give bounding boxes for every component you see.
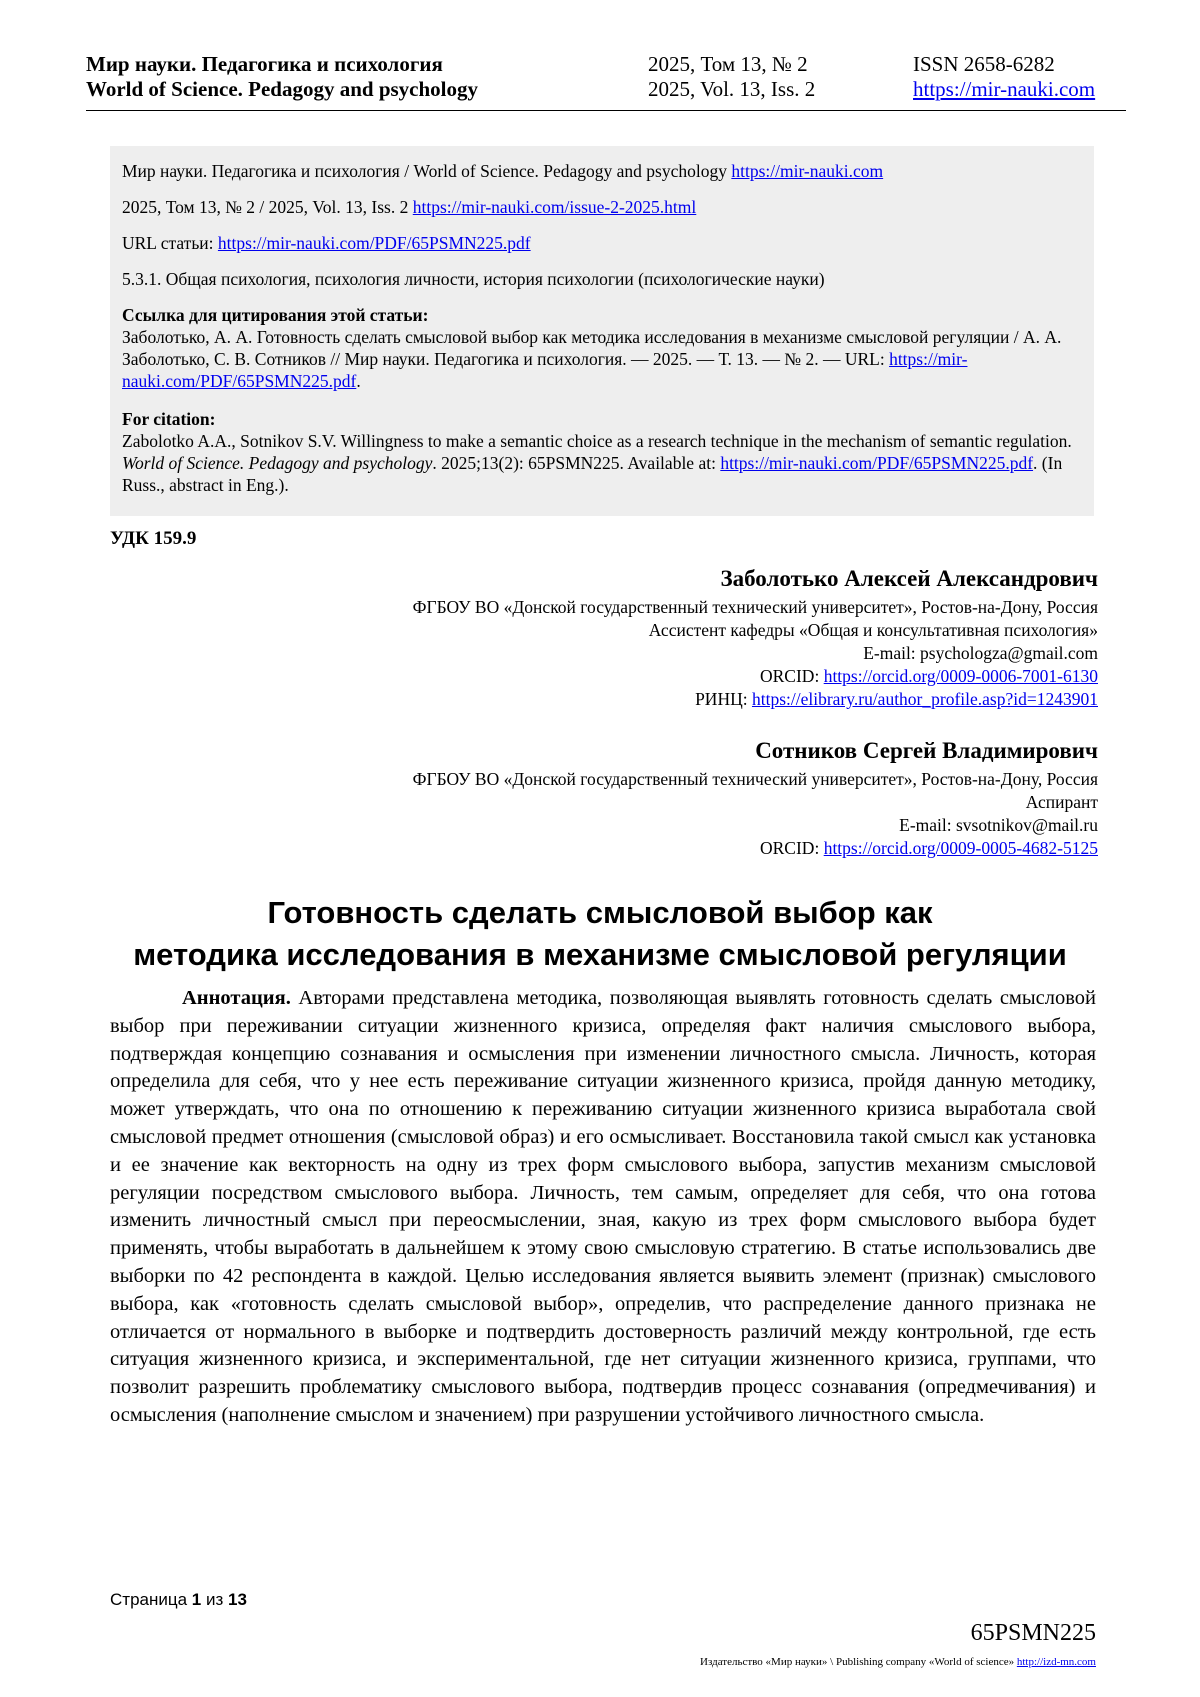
author-1-position: Ассистент кафедры «Общая и консультативная психология» [648,620,1098,640]
author-1-rinc [413,688,1098,711]
author-2-orcid-link[interactable]: https://orcid.org/0009-0005-4682-5125 [823,838,1098,858]
article-url-link[interactable]: https://mir-nauki.com/PDF/65PSMN225.pdf [217,233,531,253]
author-1-rinc-link[interactable]: https://elibrary.ru/author_profile.asp?id=1243901 [751,689,1098,709]
citation-en-details: . 2025;13(2): 65PSMN225. Available at: [432,453,716,473]
author-2-position: Аспирант [1025,792,1098,812]
issue-info-block [648,52,815,102]
article-code: 65PSMN225 [970,1620,1096,1646]
author-1-affiliation: ФГБОУ ВО «Донской государственный технический университет», Ростов-на-Дону, Россия [412,597,1098,617]
header-divider [86,110,1126,111]
infobox-issue-text: 2025, Том 13, № 2 / 2025, Vol. 13, Iss. 2 [122,197,409,217]
author-1 [413,564,1098,711]
page-word: Страница [110,1590,188,1609]
citation-ru-end: . [356,371,361,391]
citation-en-link[interactable]: https://mir-nauki.com/PDF/65PSMN225.pdf [720,453,1034,473]
author-1-orcid-label: ORCID: [760,666,820,686]
citation-en-heading: For citation: [122,409,216,429]
journal-title-block [86,52,478,102]
infobox-journal-line [122,160,883,182]
citation-en [122,408,1086,496]
author-2-name: Сотников Сергей Владимирович [755,738,1098,763]
abstract-text: Авторами представлена методика, позволяющая выявлять готовность сделать смысловой выбор при переживании ситуации жизненного кризиса, определяя факт наличия смыслового выбора, подтверждая концепцию сознавания и осмысления при изменении личностного смысла. Личность, которая определила для себя, что у нее есть переживание ситуации жизненного кризиса, пройдя данную методику, может утверждать, что она по отношению к переживанию ситуации жизненного кризиса выработала свой смысловой предмет отношения (смысловой образ) и его осмысливает. Восстановила такой смысл как установка и ее значение как векторность на одну из трех форм смыслового выбора, запустив механизм смысловой регуляции посредством смыслового выбора. Личность, тем самым, определяет для себя, что она готова изменить личностный смысл при переосмыслении, зная, какую из трех форм смыслового выбора будет применять, чтобы выработать в дальнейшем к этому свою смысловую стратегию. В статье использовались две выборки по 42 респондента в каждой. Целью исследования является выявить элемент (признак) смыслового выбора, как «готовность сделать смысловой выбор», определив, что распределение данного признака не отличается от нормального в выборке и подтвердить достоверность различий между контрольной, где есть ситуация жизненного кризиса, и экспериментальной, где нет ситуации жизненного кризиса, группами, что позволит разрешить проблематику смыслового выбора, подтвердив процесс сознавания (опредмечивания) и осмысления (наполнение смыслом и значением) при разрушении устойчивого личностного смысла. [110,987,1097,1426]
infobox-issue-line [122,196,696,218]
publisher-text: Издательство «Мир науки» \ Publishing company «World of science» [700,1656,1015,1668]
author-1-email: E-mail: psychologza@gmail.com [863,643,1098,663]
author-2-orcid [413,837,1098,860]
infobox-issue-link[interactable]: https://mir-nauki.com/issue-2-2025.html [412,197,697,217]
citation-en-end: . (In Russ., abstract in Eng.). [122,453,1063,495]
author-2 [413,736,1098,860]
author-2-affiliation: ФГБОУ ВО «Донской государственный технический университет», Ростов-на-Дону, Россия [412,769,1098,789]
publisher-link[interactable]: http://izd-mn.com [1016,1656,1096,1668]
issn-block [913,52,1095,102]
publisher-line [700,1656,1096,1668]
citation-ru [122,304,1086,392]
author-1-orcid-link[interactable]: https://orcid.org/0009-0006-7001-6130 [823,666,1098,686]
page-number [110,1590,247,1610]
article-url-label: URL статьи: [122,233,214,253]
issue-en: 2025, Vol. 13, Iss. 2 [648,77,816,101]
udk-code: УДК 159.9 [110,528,197,549]
journal-title-ru: Мир науки. Педагогика и психология [86,52,443,76]
article-title-line-1: Готовность сделать смысловой выбор как [267,895,933,930]
author-1-name: Заболотько Алексей Александрович [720,566,1098,591]
page-of: из [206,1590,224,1609]
author-1-orcid [413,665,1098,688]
citation-info-box [110,146,1094,516]
issn: ISSN 2658-6282 [913,52,1055,76]
journal-site-link[interactable]: https://mir-nauki.com [913,77,1096,101]
citation-ru-link[interactable]: https://mir-nauki.com/PDF/65PSMN225.pdf [122,349,968,391]
infobox-journal-text: Мир науки. Педагогика и психология / World of Science. Pedagogy and psychology [122,161,727,181]
specialty-line: 5.3.1. Общая психология, психология личности, история психологии (психологические науки) [122,269,825,289]
citation-ru-text: Заболотько, А. А. Готовность сделать смысловой выбор как методика исследования в механизме смысловой регуляции / А. А. Заболотько, С. В. Сотников // Мир науки. Педагогика и психология. — 2025. — Т. 13. — № 2. — URL: [122,327,1062,369]
abstract-label: Аннотация. [182,987,291,1009]
article-title [100,892,1100,976]
author-2-email: E-mail: svsotnikov@mail.ru [899,815,1098,835]
page-current: 1 [191,1590,202,1609]
article-title-line-2: методика исследования в механизме смысловой регуляции [133,937,1067,972]
author-2-orcid-label: ORCID: [760,838,820,858]
citation-en-journal: World of Science. Pedagogy and psychology [122,453,433,473]
citation-en-text: Zabolotko A.A., Sotnikov S.V. Willingness to make a semantic choice as a research technique in the mechanism of semantic regulation. [122,431,1072,451]
citation-ru-heading: Ссылка для цитирования этой статьи: [122,305,429,325]
page-total: 13 [228,1590,247,1609]
journal-title-en: World of Science. Pedagogy and psychology [86,77,479,101]
infobox-journal-link[interactable]: https://mir-nauki.com [731,161,884,181]
abstract [110,985,1096,1430]
infobox-article-url-line [122,232,531,254]
author-1-rinc-label: РИНЦ: [695,689,748,709]
issue-ru: 2025, Том 13, № 2 [648,52,808,76]
